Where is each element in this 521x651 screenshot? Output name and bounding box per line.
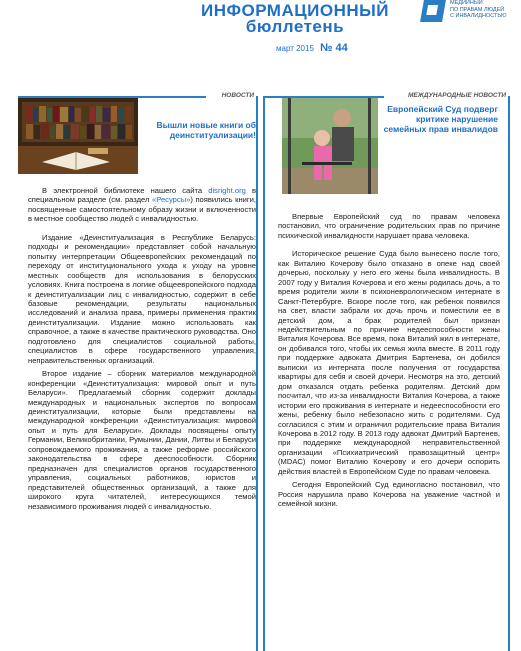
family-photo [282,98,378,194]
intl-paragraph-1: Впервые Европейский суд по правам человека постановил, что ограничение родительских прав по причине психической инвалидности нарушает права человека. [278,212,500,240]
title-line-1: ИНФОРМАЦИОННЫЙ [200,1,390,20]
issue-meta [276,42,348,54]
intl-tab-label: МЕЖДУНАРОДНЫЕ НОВОСТИ [407,92,506,99]
logo-text: МЕДИЙНЫЙ ПО ПРАВАМ ЛЮДЕЙ С ИНВАЛИДНОСТЬЮ [450,0,507,19]
news-paragraph-3: Второе издание – сборник материалов международной конференции «Деинституализация: мировой опыт и путь Беларуси». Предлагаемый сборник содержит доклады международных и национальных экспертов по вопросам деинституализации, которые были представлены на международной конференции «Деинституализация: мировой опыт и путь для Беларуси». Доклады посвящены опыту Германии, Великобритании, Румынии, Дании, Литвы и Беларуси сопровождаемого проживания, а также реформе российского законодательства в сфере дееспособности. Сборник предназначен для специалистов органов государственного управления, социальных работников, юристов и представителей общественных организаций, а также для широкого круга читателей, интересующихся темой независимого проживания людей с инвалидностью. [28,369,256,511]
news-article [28,186,256,515]
news-paragraph-1: В электронной библиотеке нашего сайта disright.org в специальном разделе (см. раздел «Ресурсы») появились книги, посвященные самостоятельному образу жизни и включенности в местное сообщество людей с инвалидностью. [28,186,257,224]
news-paragraph-2: Издание «Деинституализация в Республике Беларусь: подходы и рекомендации» представляет собой начальную попытку интерпретации Общеевропейских рекомендаций по переходу от институционального ухода к уходу на уровне местных сообществ для использования в белорусских условиях. Книга построена в логике общеевропейского подхода к деинституализации лиц с инвалидностью, содержит в себе базовые рекомендации, результаты национальных исследований и анализа права, примеры применения практик деинституализации. Издание можно использовать как справочное, а также в качестве практического руководства. Оно подготовлено для специалистов социальной работы, специалистов в сфере государственного управления, неправительственных организаций. [28,232,256,365]
intl-caption: Европейский Суд подверг критике нарушение семейных прав инвалидов [383,104,498,134]
issue-date: март 2015 [276,44,314,53]
page-side-rule [508,96,510,651]
intl-paragraph-3: Сегодня Европейский Суд единогласно постановил, что Россия нарушила право Кочерова на уважение частной и семейной жизни. [278,480,500,509]
site-link[interactable]: disright.org [208,186,246,195]
books-photo [18,98,138,174]
news-column-rule [256,96,258,651]
issue-number: № 44 [320,42,348,54]
title-line-2: бюллетень [245,17,345,36]
logo-mark-icon [420,0,446,22]
intl-paragraph-2: Историческое решение Суда было вынесено после того, как Виталию Кочерову было отказано в опеке над своей дочерью, поскольку у него его жены была инвалидность. В 2007 году у Виталия Кочерова и его жены родилась дочь, а то время родители жили в психоневрологическом интернате в Санкт-Петербурге. Вскоре после того, как ребенок появился на свет, власти забрали их дочь прочь и поместили ее в детский дом, а брак родителей был признан недействительным по причине недееспособности жены Виталия Кочерова. Все время, пока Виталий жил в интернате, он добивался того, чтобы их семья жила вместе. В 2011 году при поддержке адвоката Дмитрия Бартенева, он добился выписки из интерната после получения от государства квартиры для себя и своей дочери. Несмотря на это, детский дом отказался отдать ребенка родителям. Детский дом посчитал, что из-за инвалидности Виталия Кочерова, а также истории его проживания в интернате и недееспособности его жены, ребенку было небезопасно жить с родителями. Суд согласился с этим и ограничил родительские права Виталия Кочерова в 2012 году. В 2013 году адвокат Дмитрий Бартенев, при поддержке международной неправительственной организации «Психиатрический правозащитный центр» (MDAC) помог Виталию Кочерову и его дочери оспорить действия властей в Европейском Суде по правам человека. [278,249,500,476]
intl-article [278,212,500,513]
org-logo[interactable] [422,0,521,30]
news-tab-label: НОВОСТИ [221,92,254,99]
bulletin-title [180,3,410,35]
news-caption: Вышли новые книги об деинституализации! [156,120,256,140]
intl-column-rule [263,96,265,651]
resources-link[interactable]: «Ресурсы» [152,195,191,205]
